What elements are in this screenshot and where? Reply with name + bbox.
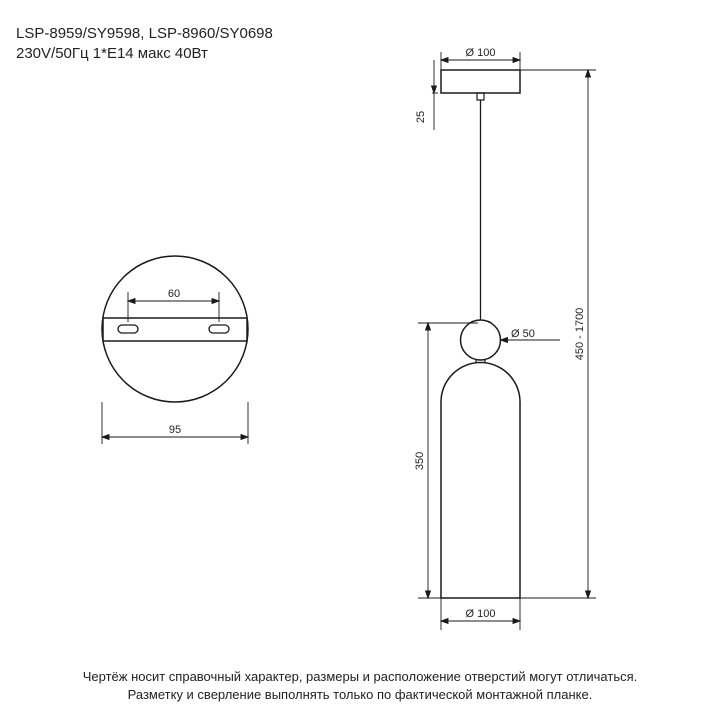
mount-base-circle [102, 256, 248, 402]
label-shade-diameter: Ø 100 [465, 608, 496, 620]
mount-hole-left [118, 325, 138, 333]
canopy-connector [477, 93, 484, 100]
electrical-specs: 230V/50Гц 1*E14 макс 40Вт [16, 45, 208, 62]
dim-canopy-height [432, 60, 439, 130]
label-canopy-height: 25 [415, 110, 427, 124]
lamp-shade [441, 363, 520, 599]
decorative-ball [461, 320, 501, 360]
model-numbers: LSP-8959/SY9598, LSP-8960/SY0698 [16, 25, 273, 42]
dim-base-diameter [102, 402, 248, 444]
mount-plate [103, 318, 247, 341]
disclaimer-line-2: Разметку и сверление выполнять только по фактической монтажной планке. [127, 687, 593, 702]
label-ball-diameter: Ø 50 [511, 328, 535, 340]
label-hole-spacing: 60 [167, 288, 181, 300]
label-base-diameter: 95 [168, 424, 182, 436]
label-canopy-diameter: Ø 100 [465, 47, 496, 59]
label-shade-height: 350 [414, 451, 426, 471]
disclaimer-line-1: Чертёж носит справочный характер, размеры и расположение отверстий могут отличаться. [82, 669, 638, 684]
mount-base-view [102, 256, 248, 444]
disclaimer [0, 668, 720, 704]
pendant-side-view [441, 70, 520, 598]
label-total-height: 450 - 1700 [574, 307, 586, 361]
canopy [441, 70, 520, 93]
mount-hole-right [209, 325, 229, 333]
